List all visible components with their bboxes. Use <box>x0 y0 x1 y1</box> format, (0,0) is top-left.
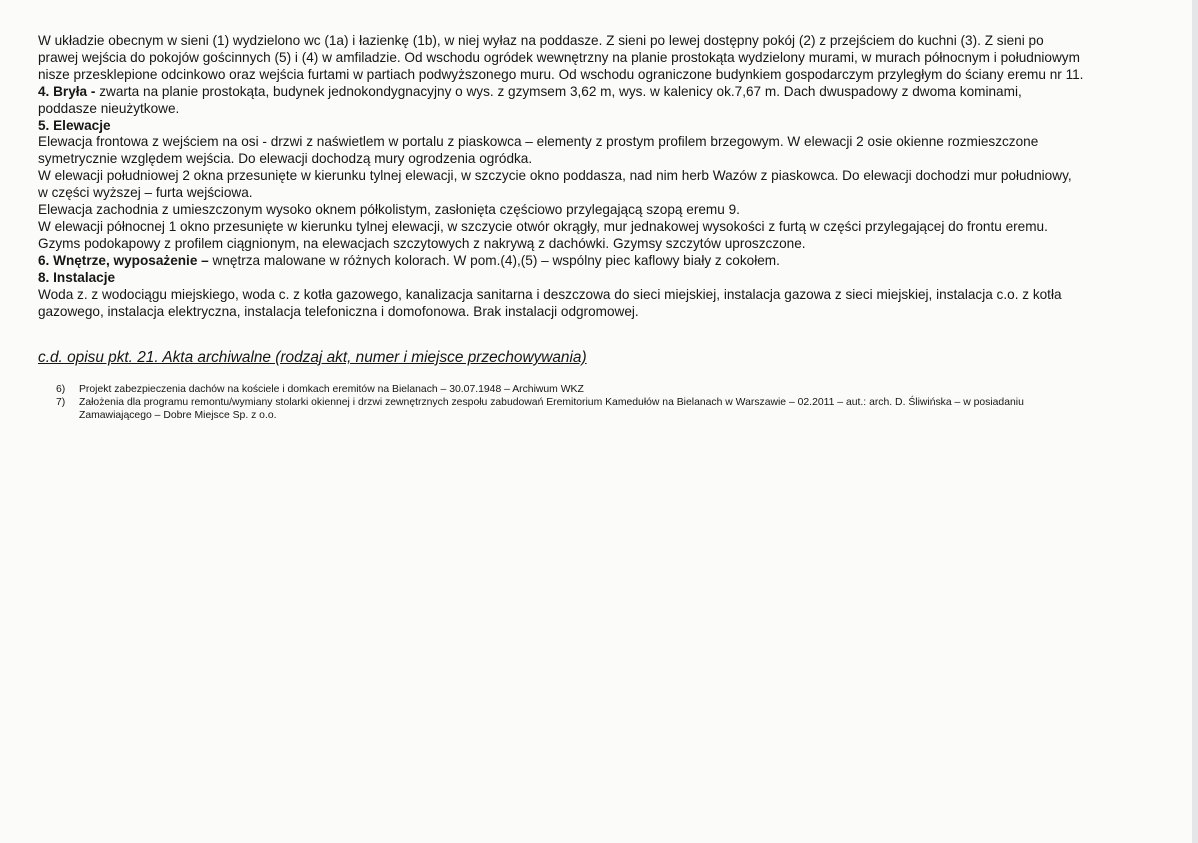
text-segment: W układzie obecnym w sieni (1) wydzielono wc (1a) i łazienkę (1b), w niej wyłaz na poddasze. Z sieni po lewej dostępny pokój (2) z przejściem do kuchni (3). Z sieni po <box>38 33 1044 48</box>
section-heading: 6. Wnętrze, wyposażenie – <box>38 252 213 268</box>
note-number: 7) <box>56 397 66 408</box>
text-line <box>38 287 1178 304</box>
archive-note-item <box>56 383 1024 396</box>
text-line <box>38 253 1178 270</box>
text-line <box>38 185 1178 202</box>
section-heading: 8. Instalacje <box>38 269 116 285</box>
note-text-line: Założenia dla programu remontu/wymiany stolarki okiennej i drzwi zewnętrznych zespołu zabudowań Eremitorium Kamedułów na Bielanach w Warszawie – 02.2011 – aut.: arch. D. Śliwińska – w posiadaniu <box>79 397 1024 408</box>
scan-edge <box>1192 0 1198 843</box>
section-heading: 5. Elewacje <box>38 117 111 133</box>
archive-note-item <box>56 396 1024 422</box>
text-line <box>38 151 1178 168</box>
text-segment: zwarta na planie prostokąta, budynek jednokondygnacyjny o wys. z gzymsem 3,62 m, wys. w kalenicy ok.7,67 m. Dach dwuspadowy z dwoma kominami, <box>99 83 1022 99</box>
section-heading: 4. Bryła - <box>38 83 100 99</box>
note-text <box>79 383 584 396</box>
text-line <box>38 50 1178 67</box>
text-segment: w części wyższej – furta wejściowa. <box>38 185 253 201</box>
text-line <box>38 202 1178 219</box>
text-line <box>38 219 1178 236</box>
text-line <box>38 67 1178 84</box>
text-line <box>38 134 1178 151</box>
text-line <box>38 270 1178 287</box>
text-line <box>38 168 1178 185</box>
text-segment: symetrycznie względem wejścia. Do elewacji dochodzą mury ogrodzenia ogródka. <box>38 151 533 167</box>
text-line <box>38 84 1178 101</box>
text-segment: W elewacji północnej 1 okno przesunięte w kierunku tylnej elewacji, w szczycie otwór okrągły, mur jednakowej wysokości z furtą w części przylegającej do frontu eremu. <box>38 218 1048 234</box>
text-segment: Gzyms podokapowy z profilem ciągnionym, na elewacjach szczytowych z nakrywą z dachówki. Gzymsy szczytów uproszczone. <box>38 235 806 251</box>
text-segment: Elewacja frontowa z wejściem na osi - drzwi z naświetlem w portalu z piaskowca – elementy z prostym profilem brzegowym. W elewacji 2 osie okienne rozmieszczone <box>38 134 1039 150</box>
note-text <box>79 396 1024 422</box>
text-line <box>38 304 1178 321</box>
archive-section-heading: c.d. opisu pkt. 21. Akta archiwalne (rodzaj akt, numer i miejsce przechowywania) <box>38 349 587 366</box>
text-segment: gazowego, instalacja elektryczna, instalacja telefoniczna i domofonowa. Brak instalacji odgromowej. <box>38 303 639 319</box>
text-segment: Woda z. z wodociągu miejskiego, woda c. z kotła gazowego, kanalizacja sanitarna i deszczowa do sieci miejskiej, instalacja gazowa z sieci miejskiej, instalacja c.o. z kotła <box>38 286 1062 302</box>
archive-notes-list <box>56 383 1024 422</box>
text-segment: W elewacji południowej 2 okna przesunięte w kierunku tylnej elewacji, w szczycie okno poddasza, nad nim herb Wazów z piaskowca. Do elewacji dochodzi mur południowy, <box>38 168 1072 184</box>
text-line <box>38 33 1178 50</box>
text-line <box>38 236 1178 253</box>
text-segment: nisze przesklepione odcinkowo oraz wejścia furtami w partiach podwyższonego muru. Od wschodu ograniczone budynkiem gospodarczym przyległym do ściany eremu nr 11. <box>38 66 1084 82</box>
text-segment: poddasze nieużytkowe. <box>38 100 180 116</box>
text-segment: prawej wejścia do pokojów gościnnych (5) i (4) w amfiladzie. Od wschodu ogródek wewnętrzny na planie prostokąta wydzielony murami, w murach północnym i południowym <box>38 49 1080 65</box>
text-line <box>38 118 1178 135</box>
description-text <box>38 33 1178 320</box>
text-line <box>38 101 1178 118</box>
note-number: 6) <box>56 384 66 395</box>
text-segment: Elewacja zachodnia z umieszczonym wysoko oknem półkolistym, zasłonięta częściowo przylegającą szopą eremu 9. <box>38 202 740 218</box>
text-segment: wnętrza malowane w różnych kolorach. W pom.(4),(5) – wspólny piec kaflowy biały z cokołem. <box>212 252 780 268</box>
note-text-line: Projekt zabezpieczenia dachów na kościele i domkach eremitów na Bielanach – 30.07.1948 – Archiwum WKZ <box>79 384 584 395</box>
note-text-line: Zamawiającego – Dobre Miejsce Sp. z o.o. <box>79 410 277 421</box>
